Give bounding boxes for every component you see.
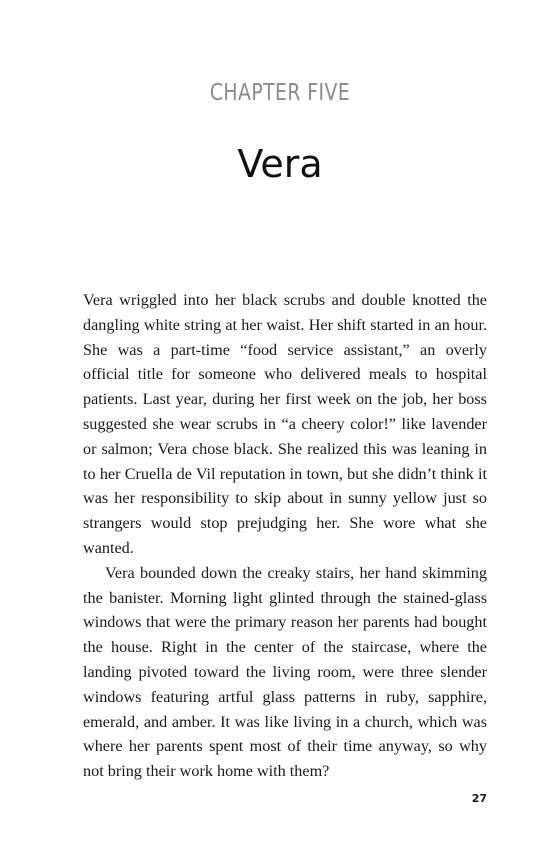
- body-text: [83, 288, 487, 784]
- chapter-title: Vera: [237, 142, 323, 186]
- paragraph-2: Vera bounded down the creaky stairs, her hand skimming the banister. Morning light glinted through the stained-glass windows that were the primary reason her parents had bought the house. Right in the center of the staircase, where the landing pivoted toward the living room, were three slender windows featuring artful glass patterns in ruby, sapphire, emerald, and amber. It was like living in a church, which was where her parents spent most of their time anyway, so why not bring their work home with them?: [83, 563, 487, 781]
- paragraph-1: Vera wriggled into her black scrubs and double knotted the dangling white string at her waist. Her shift started in an hour. She was a part-time “food service assistant,” an overly official title for someone who delivered meals to hospital patients. Last year, during her first week on the job, her boss suggested she wear scrubs in “a cheery color!” like lavender or salmon; Vera chose black. She realized this was leaning in to her Cruella de Vil reputation in town, but she didn’t think it was her responsibility to skip about in sunny yellow just so strangers would stop prejudging her. She wore what she wanted.: [83, 291, 487, 557]
- page-number: 27: [471, 792, 487, 805]
- chapter-label: CHAPTER FIVE: [209, 80, 351, 106]
